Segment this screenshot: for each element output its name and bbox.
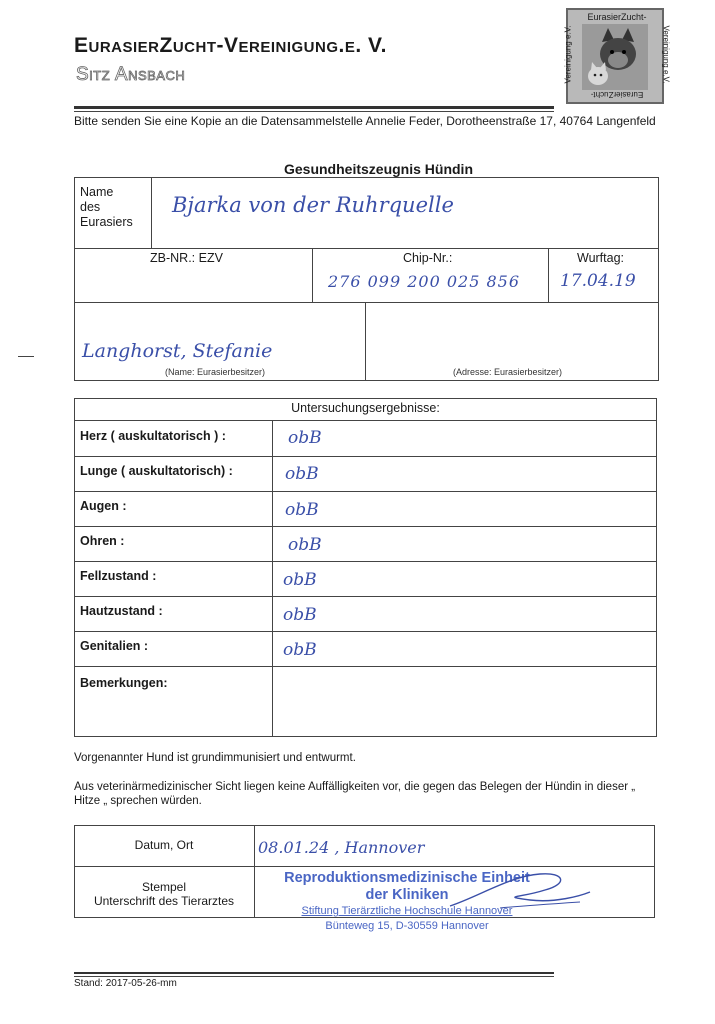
footer-rule — [74, 972, 554, 974]
logo-text-bottom: EurasierZucht- — [590, 90, 644, 99]
stamp-line: Bünteweg 15, D-30559 Hannover — [325, 920, 489, 932]
result-label: Augen : — [80, 499, 127, 513]
wurftag-value: 17.04.19 — [560, 271, 636, 291]
notice-text: Bitte senden Sie eine Kopie an die Datensammelstelle Annelie Feder, Dorotheenstraße 17, 40764 Langenfeld — [74, 114, 656, 128]
divider — [74, 420, 657, 421]
result-label: Bemerkungen: — [80, 676, 168, 690]
header-rule-thin — [74, 111, 554, 112]
result-label: Herz ( auskultatorisch ) : — [80, 429, 226, 443]
form-title: Gesundheitszeugnis Hündin — [283, 161, 473, 177]
stamp-line: der Kliniken — [365, 887, 449, 903]
signature — [440, 866, 600, 926]
divider — [272, 420, 273, 737]
statement-immunized: Vorgenannter Hund ist grundimmunisiert und entwurmt. — [74, 752, 356, 764]
divider — [74, 491, 657, 492]
zb-label: ZB-NR.: EZV — [150, 251, 223, 265]
org-subtitle: Sitz Ansbach — [76, 64, 186, 85]
datum-label: Datum, Ort — [134, 838, 194, 852]
stand-text: Stand: 2017-05-26-mm — [74, 978, 177, 989]
results-header: Untersuchungsergebnisse: — [291, 401, 440, 415]
chip-label: Chip-Nr.: — [403, 251, 453, 265]
stamp-line: Reproduktionsmedizinische Einheit — [284, 870, 530, 886]
logo — [563, 8, 671, 104]
result-value: obB — [283, 570, 317, 590]
divider — [365, 302, 366, 381]
result-label: Lunge ( auskultatorisch) : — [80, 464, 233, 478]
name-label: Name des Eurasiers — [80, 185, 133, 229]
logo-text-right: Vereinigung e.V. — [661, 25, 671, 84]
org-title: EurasierZucht-Vereinigung.e. V. — [74, 34, 387, 57]
statement-veterinary: Aus veterinärmedizinischer Sicht liegen keine Auffälligkeiten vor, die gegen das Belegen der Hündin in dieser „ Hitze „ sprechen würden. — [74, 781, 636, 807]
divider — [151, 177, 152, 248]
header-rule — [74, 106, 554, 109]
owner-caption: (Name: Eurasierbesitzer) — [165, 367, 266, 377]
divider — [74, 631, 657, 632]
dog-head-icon — [582, 24, 648, 90]
datum-value: 08.01.24 , Hannover — [258, 838, 425, 857]
divider — [74, 561, 657, 562]
result-label: Ohren : — [80, 534, 125, 548]
result-value: obB — [283, 640, 317, 660]
stempel-label: Stempel Unterschrift des Tierarztes — [93, 880, 235, 908]
divider — [74, 596, 657, 597]
divider — [548, 248, 549, 302]
dog-name-value: Bjarka von der Ruhrquelle — [172, 193, 454, 217]
chip-value: 276 099 200 025 856 — [328, 272, 521, 291]
logo-text-left: Vereinigung e.V. — [563, 25, 573, 84]
result-value: obB — [288, 535, 322, 555]
result-value: obB — [285, 464, 319, 484]
punch-mark — [18, 356, 34, 357]
divider — [74, 456, 657, 457]
divider — [254, 825, 255, 918]
result-value: obB — [283, 605, 317, 625]
divider — [312, 248, 313, 302]
address-caption: (Adresse: Eurasierbesitzer) — [453, 367, 563, 377]
divider — [74, 248, 659, 249]
result-label: Hautzustand : — [80, 604, 163, 618]
result-value: obB — [285, 500, 319, 520]
result-label: Fellzustand : — [80, 569, 157, 583]
owner-name-value: Langhorst, Stefanie — [82, 340, 273, 362]
stamp-line: Stiftung Tierärztliche Hochschule Hannover — [301, 905, 513, 917]
footer-rule-thin — [74, 976, 554, 977]
divider — [74, 302, 659, 303]
divider — [74, 666, 657, 667]
logo-text-top: EurasierZucht- — [587, 12, 647, 22]
wurftag-label: Wurftag: — [577, 251, 625, 265]
result-label: Genitalien : — [80, 639, 149, 653]
result-value: obB — [288, 428, 322, 448]
divider — [74, 526, 657, 527]
